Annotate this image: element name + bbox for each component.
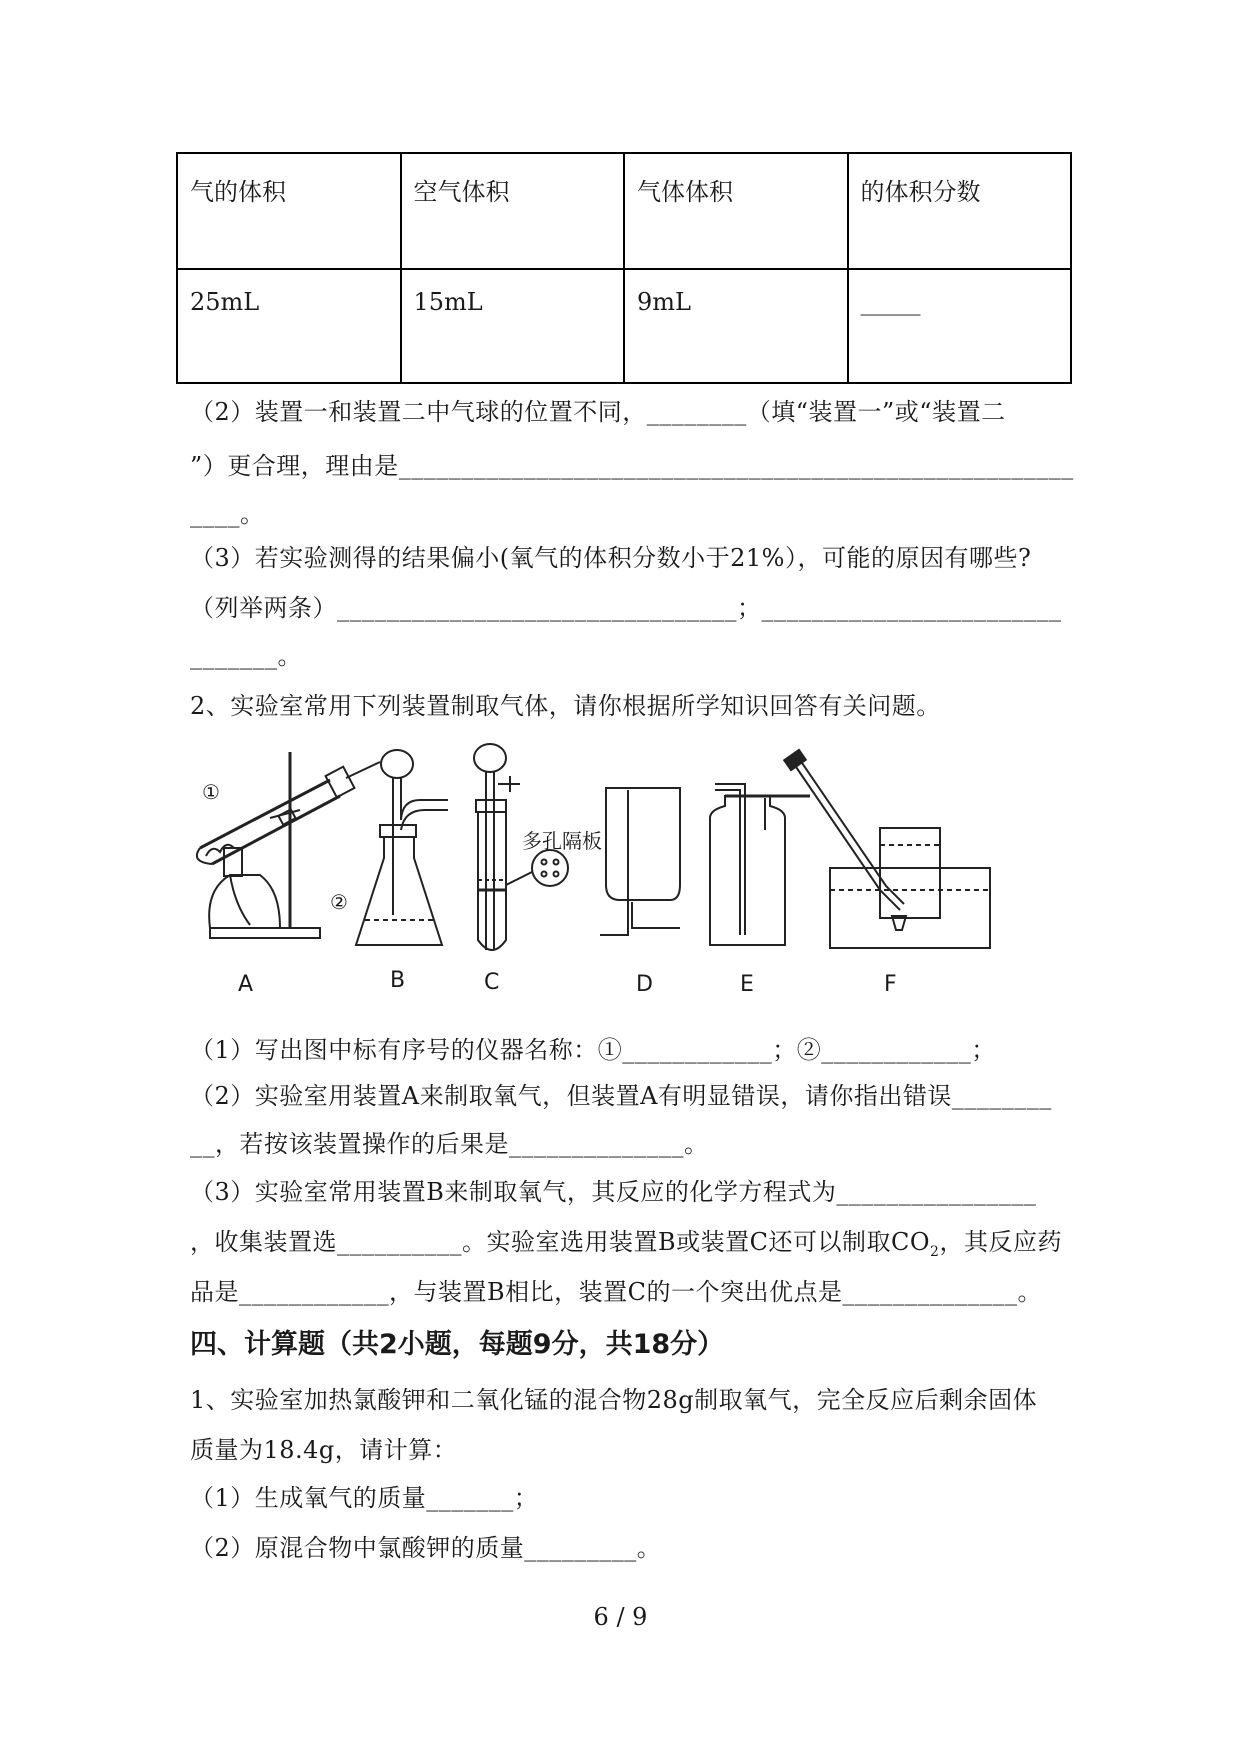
q1-part3-line1: （3）若实验测得的结果偏小(氧气的体积分数小于21%），可能的原因有哪些? xyxy=(190,544,1032,572)
apparatus-figure xyxy=(180,740,1060,1010)
partition-label: 多孔隔板 xyxy=(522,829,602,853)
q2-part3-line2-pre: ，收集装置选__________。实验室选用装置B或装置C还可以制取CO xyxy=(190,1228,931,1256)
table-header-row xyxy=(177,153,1071,269)
q2-stem: 2、实验室常用下列装置制取气体，请你根据所学知识回答有关问题。 xyxy=(190,692,941,720)
mark-1-label: ① xyxy=(202,780,220,804)
label-d: D xyxy=(636,972,653,997)
table-cell: 25mL xyxy=(177,269,401,383)
s4-q1-line1: 1、实验室加热氯酸钾和二氧化锰的混合物28g制取氧气，完全反应后剩余固体 xyxy=(190,1386,1038,1414)
q2-part3-line2 xyxy=(190,1222,1062,1260)
q2-part3-line2-post: ，其反应药 xyxy=(939,1228,1062,1256)
q1-part3-line3: _______。 xyxy=(190,642,302,670)
q2-part1: （1）写出图中标有序号的仪器名称：①____________；②____________； xyxy=(190,1036,996,1064)
q1-part3-line2: （列举两条）________________________________；________________________ xyxy=(190,594,1062,622)
q1-part2-line1: （2）装置一和装置二中气球的位置不同，________（填“装置一”或“装置二 xyxy=(190,398,1006,426)
s4-q1-line2: 质量为18.4g，请计算： xyxy=(190,1436,458,1464)
table-cell: _____ xyxy=(848,269,1072,383)
apparatus-f-drawing xyxy=(784,750,990,948)
table-cell: 9mL xyxy=(624,269,848,383)
label-e: E xyxy=(740,972,754,997)
apparatus-a-drawing xyxy=(197,752,380,938)
apparatus-drawing xyxy=(180,740,1060,1010)
section-heading: 四、计算题（共2小题，每题9分，共18分） xyxy=(190,1329,725,1360)
co2-subscript: 2 xyxy=(930,1243,940,1260)
s4-q1-part1: （1）生成氧气的质量_______； xyxy=(190,1484,539,1512)
table-cell: 的体积分数 xyxy=(848,153,1072,269)
label-b: B xyxy=(390,968,406,993)
results-table xyxy=(176,152,1072,384)
q2-part2-line2: __，若按该装置操作的后果是______________。 xyxy=(190,1130,709,1158)
table-cell: 空气体积 xyxy=(401,153,625,269)
label-a: A xyxy=(238,972,254,997)
q1-part2-line3: ____。 xyxy=(190,500,265,528)
label-f: F xyxy=(884,972,897,997)
table-cell: 15mL xyxy=(401,269,625,383)
q1-part2-line2: ”）更合理，理由是______________________________________________________ xyxy=(190,452,1074,480)
apparatus-b-drawing xyxy=(356,750,448,945)
table-cell: 气体体积 xyxy=(624,153,848,269)
apparatus-d-drawing xyxy=(600,788,680,935)
table-cell: 气的体积 xyxy=(177,153,401,269)
q2-part2-line1: （2）实验室用装置A来制取氧气，但装置A有明显错误，请你指出错误________ xyxy=(190,1082,1052,1110)
q2-part3-line1: （3）实验室常用装置B来制取氧气，其反应的化学方程式为________________ xyxy=(190,1178,1037,1206)
label-c: C xyxy=(484,970,500,995)
q2-part3-line3: 品是____________，与装置B相比，装置C的一个突出优点是______________。 xyxy=(190,1278,1042,1306)
mark-2-label: ② xyxy=(330,890,348,914)
s4-q1-part2: （2）原混合物中氯酸钾的质量_________。 xyxy=(190,1534,662,1562)
page-number: 6 / 9 xyxy=(593,1603,648,1631)
apparatus-e-drawing xyxy=(710,784,810,945)
table-row xyxy=(177,269,1071,383)
